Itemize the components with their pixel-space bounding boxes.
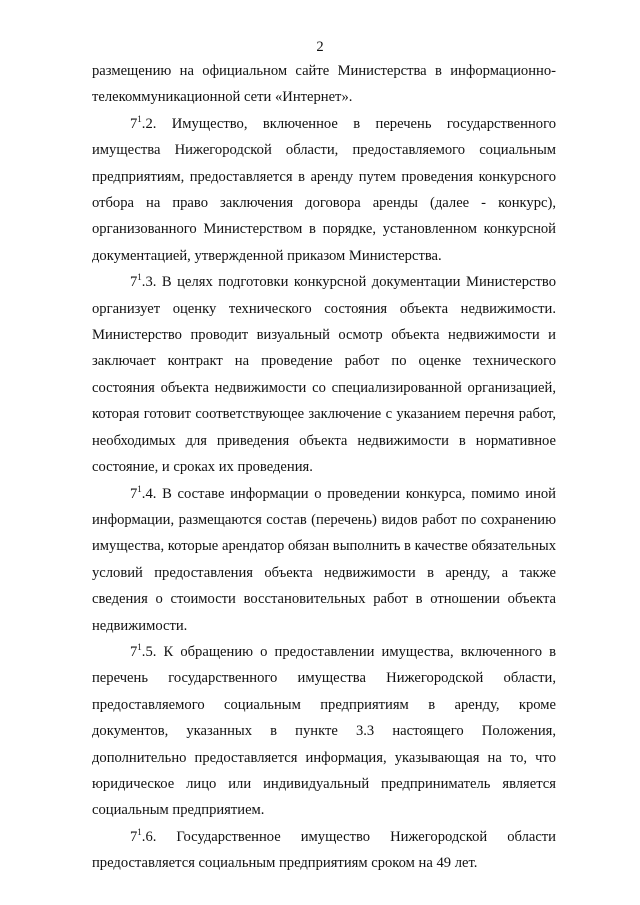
clause-superscript: 1 [137,483,142,494]
paragraph-continuation [92,58,556,111]
paragraph-text: В целях подготовки конкурсной документации Министерство организует оценку технического состояния объекта недвижимости. Министерство проводит визуальный осмотр объекта недвижимости и заключает контракт на проведение работ по оценке технического состояния объекта недвижимости со специализированной организацией, которая готовит соответствующее заключение с указанием перечня работ, необходимых для приведения объекта недвижимости в нормативное состояние, и сроках их проведения. [92,274,556,476]
paragraph-text: размещению на официальном сайте Министерства в информационно-телекоммуникационной сети «Интернет». [92,63,556,106]
clause-superscript: 1 [137,642,142,653]
clause-number: 7 [130,828,138,845]
paragraph-7-1-2 [92,111,556,269]
paragraph-7-1-3 [92,269,556,480]
clause-number: 7 [130,643,138,660]
clause-suffix: .4. [141,485,157,502]
clause-suffix: .2. [141,115,157,132]
paragraph-text: Государственное имущество Нижегородской области предоставляется социальным предприятиям сроком на 49 лет. [92,828,556,872]
paragraph-text: Имущество, включенное в перечень государственного имущества Нижегородской области, предоставляемого социальным предприятиям, предоставляется в аренду путем проведения конкурсного отбора на право заключения договора аренды (далее - конкурс), организованного Министерством в порядке, установленном конкурсной документацией, утвержденной приказом Министерства. [92,115,556,264]
clause-suffix: .6. [141,828,157,845]
clause-superscript: 1 [137,113,142,124]
paragraph-7-1-5 [92,639,556,824]
page-number: 2 [316,39,324,55]
paragraph-text: В составе информации о проведении конкурса, помимо иной информации, размещаются состав (перечень) видов работ по сохранению имущества, которые арендатор обязан выполнить в качестве обязательных условий предоставления объекта недвижимости в аренду, а также сведения о стоимости восстановительных работ в отношении объекта недвижимости. [92,485,556,634]
clause-number: 7 [130,274,138,291]
clause-suffix: .3. [141,274,157,291]
clause-superscript: 1 [137,272,142,283]
document-body [92,58,556,877]
paragraph-text: К обращению о предоставлении имущества, включенного в перечень государственного имущества Нижегородской области, предоставляемого социальным предприятиям в аренду, кроме документов, указанных в пункте 3.3 настоящего Положения, дополнительно предоставляется информация, указывающая на то, что юридическое лицо или индивидуальный предприниматель является социальным предприятием. [92,643,556,819]
clause-superscript: 1 [137,826,142,837]
clause-number: 7 [130,485,138,502]
clause-number: 7 [130,115,138,132]
clause-suffix: .5. [141,643,157,660]
paragraph-7-1-6 [92,824,556,877]
paragraph-7-1-4 [92,481,556,639]
